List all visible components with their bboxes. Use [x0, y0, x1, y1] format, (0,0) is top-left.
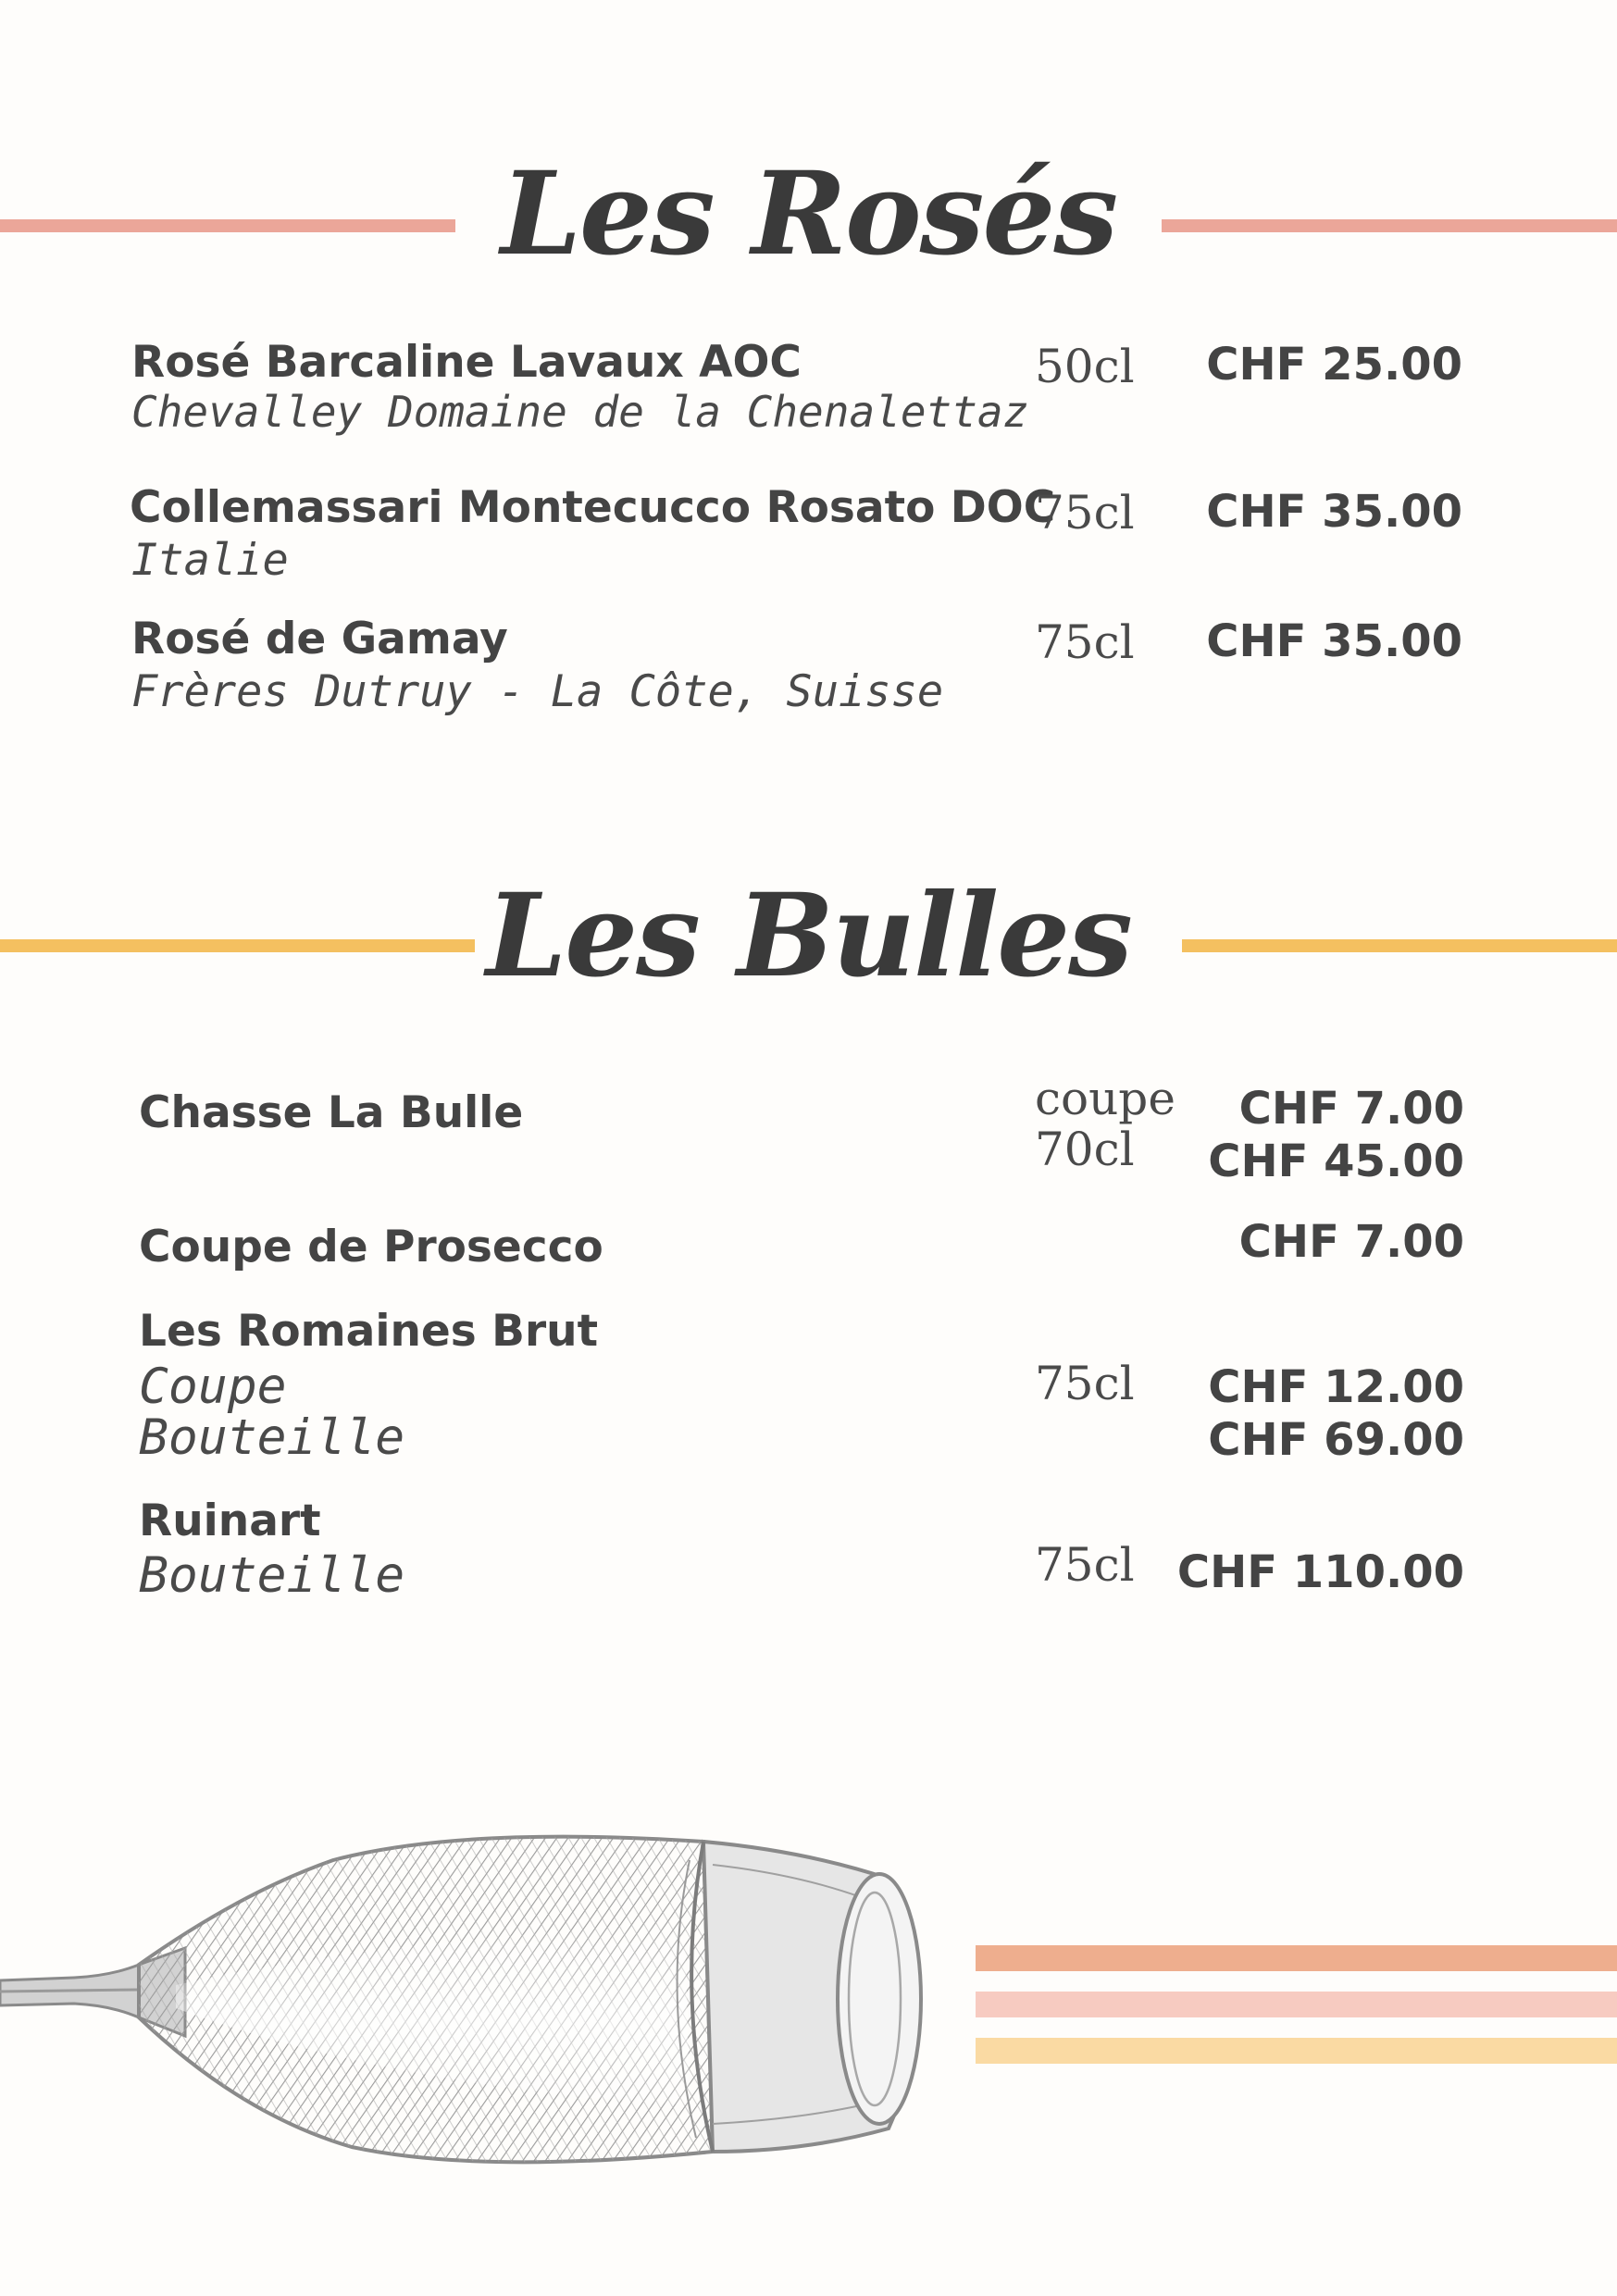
rose-1-volume: 50cl	[1035, 340, 1135, 393]
bulle-3-price-1: CHF 12.00	[1208, 1361, 1464, 1413]
bulle-3-sub-1: Coupe	[139, 1359, 287, 1415]
bulles-title: Les Bulles	[486, 869, 1131, 1003]
bulle-2-price: CHF 7.00	[1238, 1216, 1464, 1268]
bulle-4-sub: Bouteille	[139, 1547, 405, 1604]
bulle-1-volume-2: 70cl	[1035, 1123, 1135, 1176]
champagne-glass-sketch-icon	[0, 1809, 935, 2189]
bulle-1-price-2: CHF 45.00	[1208, 1136, 1464, 1187]
rose-3-price: CHF 35.00	[1206, 615, 1462, 667]
roses-title: Les Rosés	[500, 147, 1117, 281]
bulle-4-name: Ruinart	[139, 1496, 321, 1546]
rose-1-producer: Chevalley Domaine de la Chenalettaz	[131, 387, 1029, 437]
bulle-4-price: CHF 110.00	[1176, 1546, 1464, 1598]
rose-1-name: Rosé Barcaline Lavaux AOC	[131, 337, 802, 388]
rose-2-price: CHF 35.00	[1206, 486, 1462, 538]
stripe-1	[976, 1945, 1617, 1971]
bulle-1-price-1: CHF 7.00	[1238, 1083, 1464, 1135]
bulle-4-volume: 75cl	[1035, 1538, 1135, 1592]
stripe-3	[976, 2038, 1617, 2064]
bulle-3-volume: 75cl	[1035, 1357, 1135, 1410]
bulle-3-name: Les Romaines Brut	[139, 1306, 599, 1357]
rose-3-name: Rosé de Gamay	[131, 614, 508, 664]
bulle-1-name: Chasse La Bulle	[139, 1087, 524, 1138]
rose-2-producer: Italie	[131, 535, 289, 586]
bulle-1-volume-1: coupe	[1035, 1072, 1175, 1125]
stripe-2	[976, 1992, 1617, 2017]
bulle-3-sub-2: Bouteille	[139, 1409, 405, 1466]
rose-2-volume: 75cl	[1035, 486, 1135, 540]
rose-1-price: CHF 25.00	[1206, 339, 1462, 391]
rose-3-producer: Frères Dutruy - La Côte, Suisse	[131, 666, 944, 717]
rose-3-volume: 75cl	[1035, 615, 1135, 669]
bulle-2-name: Coupe de Prosecco	[139, 1222, 603, 1272]
rose-2-name: Collemassari Montecucco Rosato DOC	[130, 482, 1056, 533]
bulle-3-price-2: CHF 69.00	[1208, 1414, 1464, 1466]
